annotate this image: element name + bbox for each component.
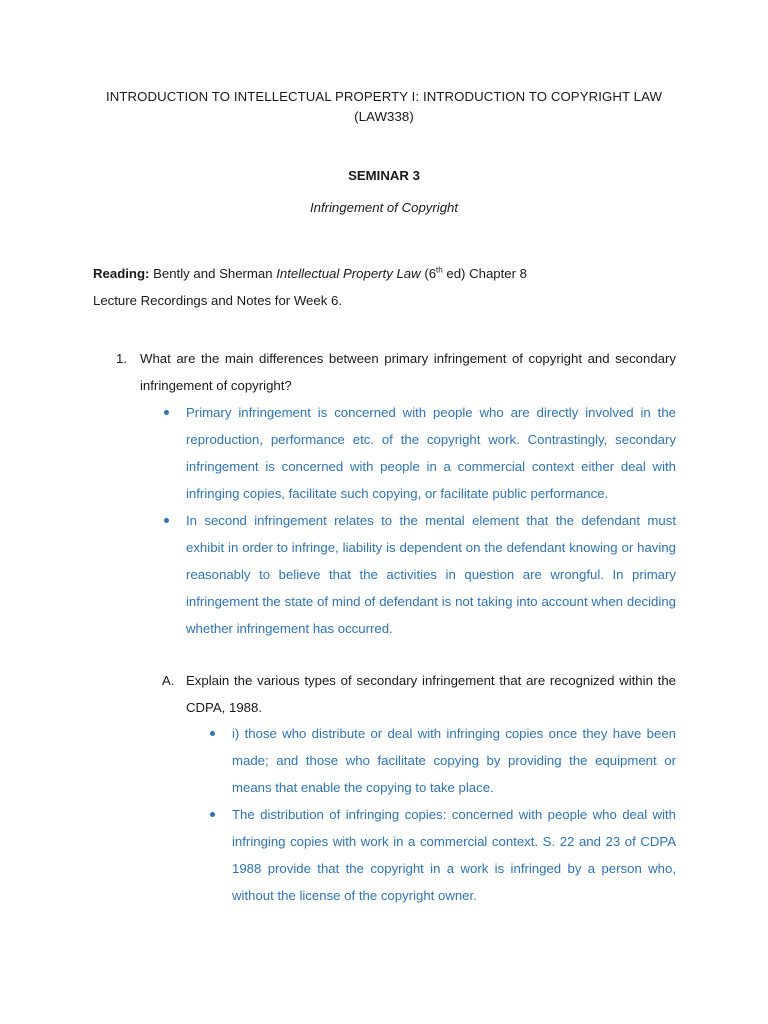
answer-text: i) those who distribute or deal with infringing copies once they have been made; and those who facilitate copying by providing the equipment or means that enable the copying to take place. — [232, 726, 676, 795]
course-title — [90, 87, 678, 127]
sub-question-a-answers — [208, 720, 676, 909]
sub-question-a-letter: A. — [162, 673, 175, 688]
reading-edition-close: ed) Chapter 8 — [442, 266, 528, 281]
reading-authors: Bently and Sherman — [149, 266, 277, 281]
reading-book-title: Intellectual Property Law — [276, 266, 421, 281]
sub-question-a — [162, 667, 676, 721]
bullet-icon — [164, 410, 169, 415]
answer-bullet — [162, 399, 676, 507]
answer-text: The distribution of infringing copies: concerned with people who deal with infringing copies with work in a commercial context. S. 22 and 23 of CDPA 1988 provide that the copyright in a work is infringed by a person who, without the license of the copyright owner. — [232, 807, 676, 903]
question-1-answers — [162, 399, 676, 642]
question-1 — [116, 345, 676, 399]
answer-bullet — [208, 801, 676, 909]
answer-bullet — [162, 507, 676, 642]
bullet-icon — [210, 731, 215, 736]
course-title-line-1: INTRODUCTION TO INTELLECTUAL PROPERTY I: INTRODUCTION TO COPYRIGHT LAW — [105, 89, 663, 104]
seminar-heading: SEMINAR 3 — [348, 168, 420, 183]
bullet-icon — [210, 812, 215, 817]
answer-bullet — [208, 720, 676, 801]
bullet-icon — [164, 518, 169, 523]
question-1-text: What are the main differences between primary infringement of copyright and secondary infringement of copyright? — [140, 351, 676, 393]
reading-edition-open: (6 — [420, 266, 437, 281]
seminar-subtitle: Infringement of Copyright — [309, 200, 459, 215]
answer-text: Primary infringement is concerned with people who are directly involved in the reproduction, performance etc. of the copyright work. Contrastingly, secondary infringement is concerned with people in a commercial context either deal with infringing copies, facilitate such copying, or facilitate public performance. — [186, 405, 676, 501]
sub-question-a-text: Explain the various types of secondary infringement that are recognized within the CDPA, 1988. — [186, 673, 676, 715]
question-1-number: 1. — [116, 351, 127, 366]
reading-line — [93, 266, 527, 281]
lecture-line: Lecture Recordings and Notes for Week 6. — [93, 293, 342, 308]
answer-text: In second infringement relates to the mental element that the defendant must exhibit in order to infringe, liability is dependent on the defendant knowing or having reasonably to believe that the activities in question are wrongful. In primary infringement the state of mind of defendant is not taking into account when deciding whether infringement has occurred. — [186, 513, 676, 636]
reading-edition-sup: th — [436, 265, 443, 275]
reading-label: Reading: — [93, 266, 150, 281]
course-title-line-2: (LAW338) — [354, 109, 414, 124]
